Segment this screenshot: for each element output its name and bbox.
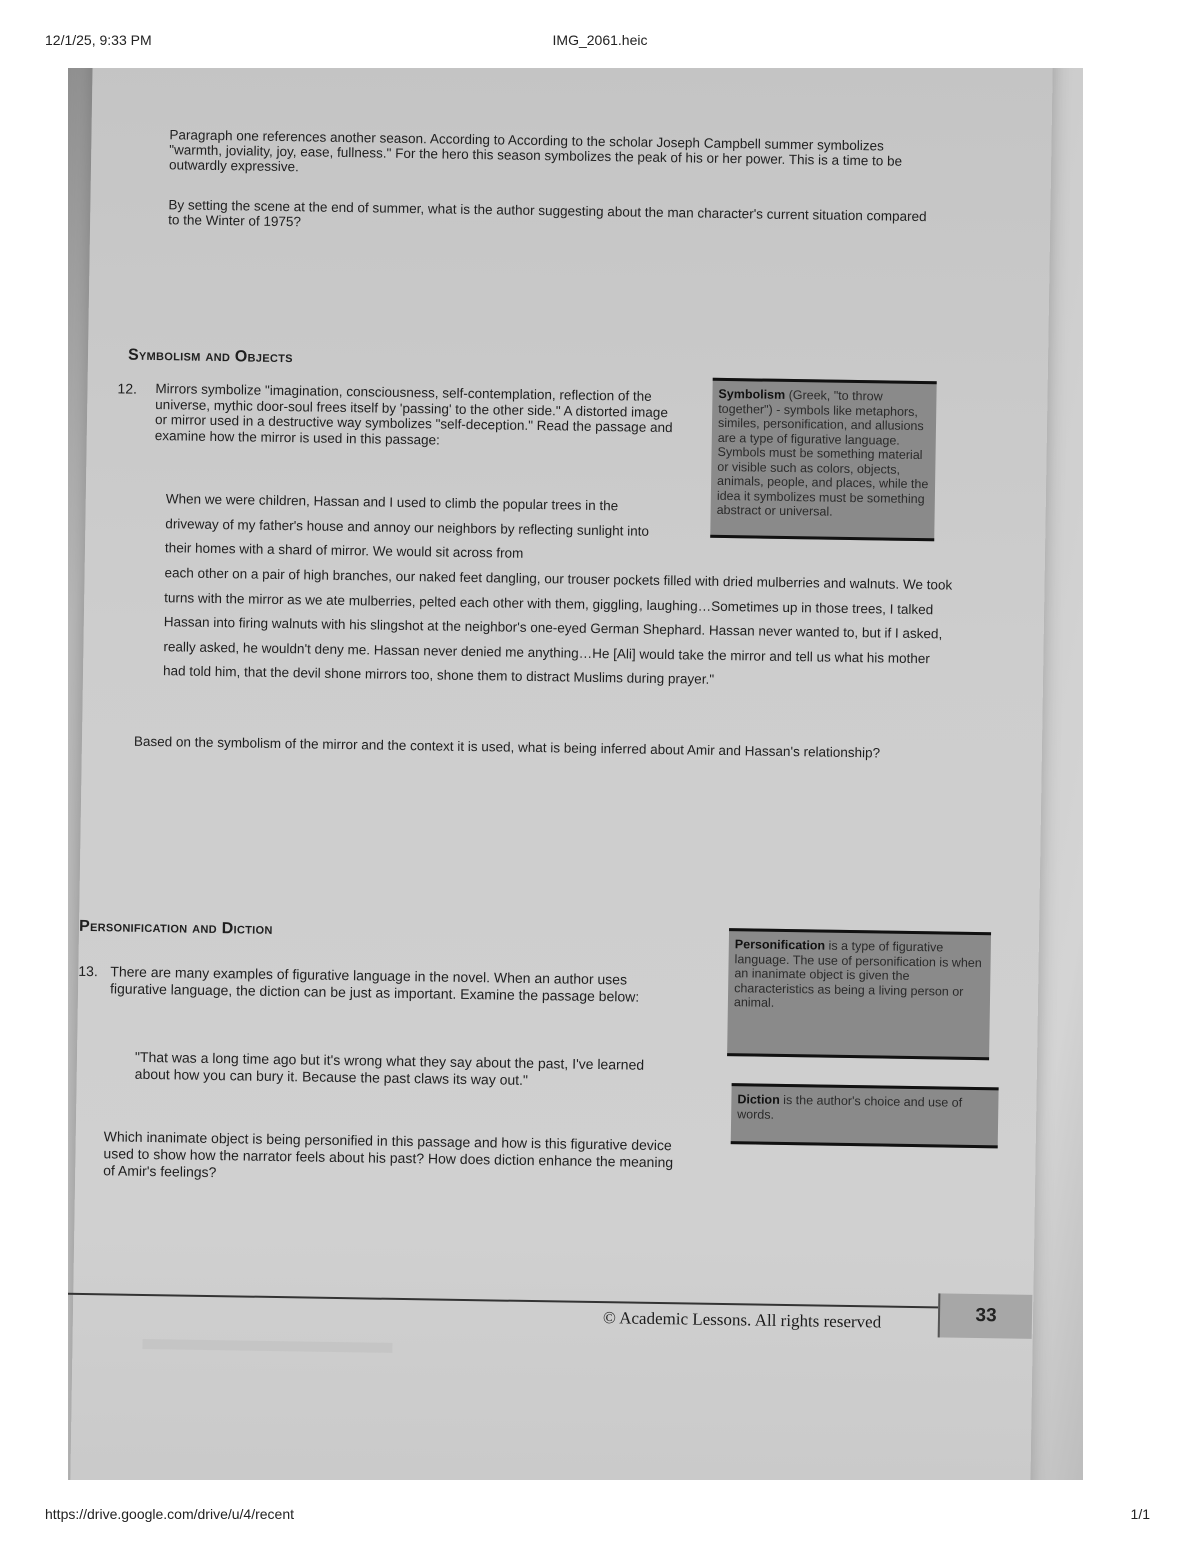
- document-photo: [68, 68, 1083, 1480]
- print-datetime: 12/1/25, 9:33 PM: [45, 32, 152, 48]
- passage-12-rest: each other on a pair of high branches, our naked feet dangling, our trouser pockets filled with dried mulberries and walnuts. We took turns with the mirror as we ate mulberries, pelted each other with them, giggling, laughing…Sometimes up in those trees, I talked Hassan into firing walnuts with his slingshot at the neighbor's one-eyed German Shephard. Hassan never wanted to, but if I asked, really asked, he wouldn't deny me. Hassan never denied me anything…He [Ali] would take the mirror and tell us what his mother had told him, that the devil shone mirrors too, shone them to distract Muslims during prayer.": [162, 565, 953, 687]
- copyright-text: Academic Lessons. All rights reserved: [619, 1308, 882, 1332]
- copyright-line: [603, 1308, 882, 1332]
- question-12b: Based on the symbolism of the mirror and the context it is used, what is being inferred about Amir and Hassan's relationship?: [133, 733, 881, 761]
- personification-definition-box: [727, 928, 991, 1060]
- personification-heading: Personification and Diction: [78, 917, 273, 938]
- question-13: There are many examples of figurative language in the novel. When an author uses figurative language, the diction can be just as important. Examine the passage below:: [109, 963, 640, 1005]
- page-number: 33: [938, 1293, 1033, 1338]
- intro-paragraph: Paragraph one references another season. According to According to the scholar Joseph Campbell summer symbolizes "warmth, joviality, joy, ease, fullness." For the hero this season symbolizes the peak of his or her power. This is a time to be outwardly expressive.: [168, 127, 903, 175]
- faded-bleed-through: [142, 1339, 392, 1353]
- question-13-number: 13.: [78, 962, 98, 980]
- diction-definition: is the author's choice and use of words.: [737, 1092, 963, 1122]
- personification-term: Personification: [734, 937, 826, 953]
- copyright-symbol: ©: [602, 1308, 617, 1328]
- diction-term: Diction: [737, 1092, 780, 1107]
- print-file-title: IMG_2061.heic: [552, 32, 648, 48]
- question-11: By setting the scene at the end of summer, what is the author suggesting about the man character's current situation compared to the Winter of 1975?: [168, 197, 927, 230]
- symbolism-definition: (Greek, "to throw together") - symbols like metaphors, similes, personification, and allusions are a type of figurative language. Symbols must be something material or visible such as colors, objects, animals, people, and places, while the idea it symbolizes must be something abstract or universal.: [716, 387, 929, 519]
- footer-rule: [68, 1292, 943, 1308]
- personification-definition: is a type of figurative language. The use of personification is when an inanimate object is given the characteristics as being a living person or animal.: [733, 938, 982, 1010]
- diction-definition-box: [731, 1083, 999, 1148]
- print-header: [0, 32, 1200, 50]
- passage-12-top: When we were children, Hassan and I used to climb the popular trees in the driveway of my father's house and annoy our neighbors by reflecting sunlight into their homes with a shard of mirror. We would sit across from: [164, 491, 650, 561]
- print-page-count: 1/1: [1130, 1506, 1150, 1522]
- question-12: Mirrors symbolize "imagination, consciousness, self-contemplation, reflection of the universe, mythic door-soul frees itself by 'passing' to the other side." A distorted image or mirror used in a destructive way symbolizes "self-deception." Read the passage and examine how the mirror is used in this passage:: [154, 381, 673, 447]
- question-12-number: 12.: [117, 380, 138, 397]
- worksheet-page: [70, 68, 1053, 1480]
- print-url: https://drive.google.com/drive/u/4/recent: [45, 1506, 295, 1522]
- symbolism-heading: Symbolism and Objects: [127, 346, 293, 367]
- symbolism-definition-box: [710, 378, 936, 541]
- question-13b: Which inanimate object is being personified in this passage and how is this figurative device used to show how the narrator feels about his past? How does diction enhance the meaning of Amir's feelings?: [103, 1128, 674, 1181]
- print-footer: [0, 1506, 1200, 1524]
- symbolism-term: Symbolism: [718, 386, 786, 402]
- quote-13: "That was a long time ago but it's wrong what they say about the past, I've learned about how you can bury it. Because the past claws its way out.": [134, 1048, 645, 1088]
